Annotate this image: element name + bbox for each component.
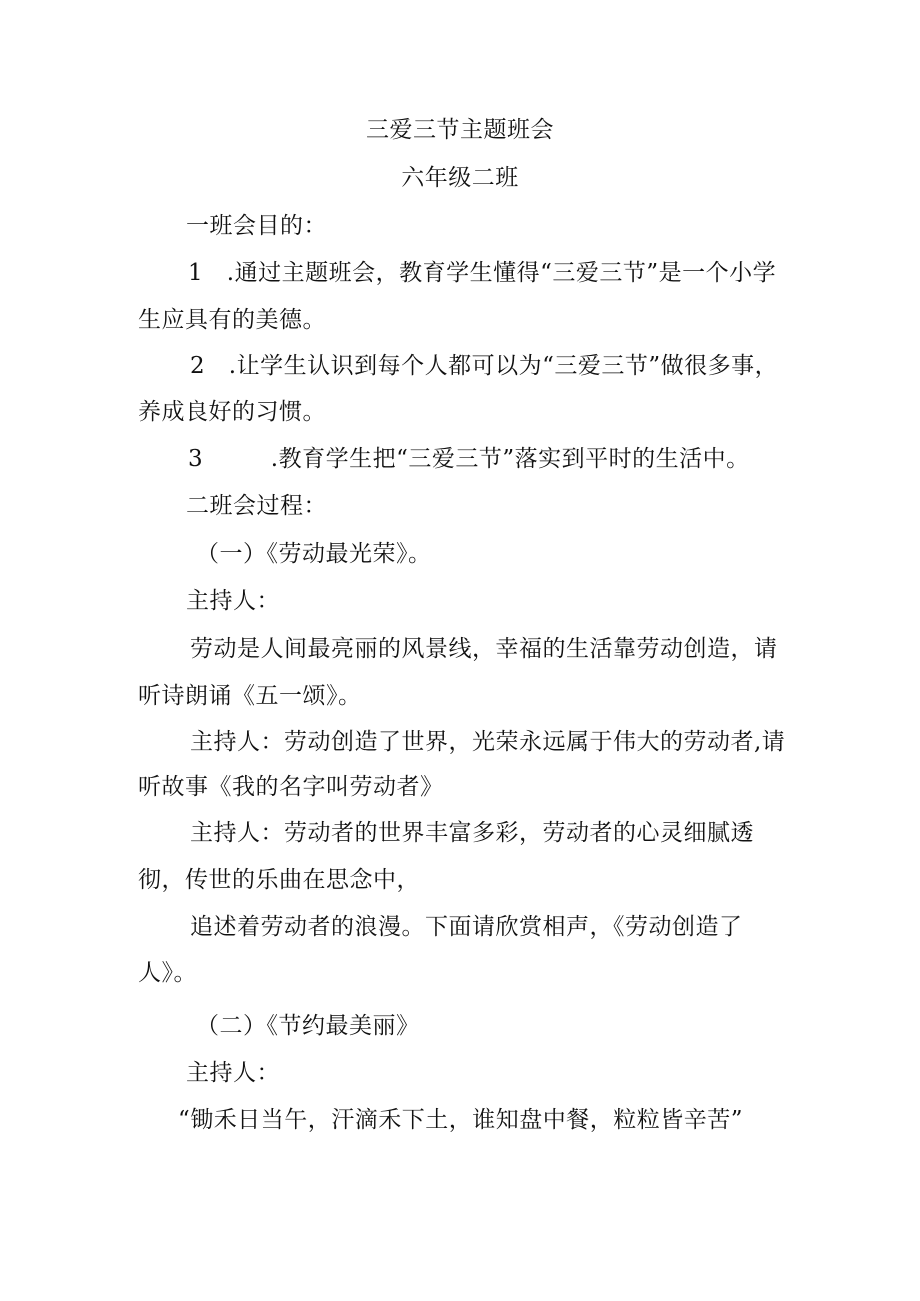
item2-line1 — [190, 351, 778, 381]
part2-host-label: 主持人： — [186, 1060, 280, 1086]
part1-para3-line1: 主持人：劳动者的世界丰富多彩，劳动者的心灵细腻透 — [190, 820, 754, 846]
part1-para2-line1: 主持人：劳动创造了世界，光荣永远属于伟大的劳动者,请 — [190, 729, 786, 755]
part1-para4-line1: 追述着劳动者的浪漫。下面请欣赏相声，《劳动创造了 — [190, 914, 743, 940]
part1-para1-line2: 听诗朗诵《五一颂》。 — [138, 683, 362, 709]
item3-number: 3 — [188, 446, 204, 472]
document-title: 三爱三节主题班会 — [366, 117, 554, 143]
item1-line1 — [188, 258, 776, 288]
item3-text: .教育学生把“三爱三节”落实到平时的生活中。 — [270, 446, 750, 472]
item3-line — [188, 444, 750, 474]
part1-para1-line1: 劳动是人间最亮丽的风景线，幸福的生活靠劳动创造，请 — [190, 636, 778, 662]
document-subtitle: 六年级二班 — [401, 165, 519, 191]
part2-title: （二）《节约最美丽》 — [196, 1013, 420, 1039]
part1-title: （一）《劳动最光荣》。 — [196, 541, 432, 567]
part2-poem: “锄禾日当午，汗滴禾下土，谁知盘中餐，粒粒皆辛苦” — [178, 1107, 744, 1133]
section1-heading: 一班会目的： — [186, 213, 327, 239]
part1-para3-line2: 彻，传世的乐曲在思念中， — [138, 867, 420, 893]
section2-heading: 二班会过程： — [186, 493, 327, 519]
part1-host-label: 主持人： — [186, 588, 280, 614]
part1-para4-line2: 人》。 — [138, 960, 197, 986]
item1-text: .通过主题班会，教育学生懂得“三爱三节”是一个小学 — [226, 260, 777, 286]
item1-number: 1 — [188, 260, 204, 286]
part1-para2-line2: 听故事《我的名字叫劳动者》 — [138, 774, 444, 800]
item2-number: 2 — [190, 353, 206, 379]
item2-text: .让学生认识到每个人都可以为“三爱三节”做很多事， — [228, 353, 779, 379]
item1-line2: 生应具有的美德。 — [138, 307, 326, 333]
item2-line2: 养成良好的习惯。 — [138, 399, 326, 425]
